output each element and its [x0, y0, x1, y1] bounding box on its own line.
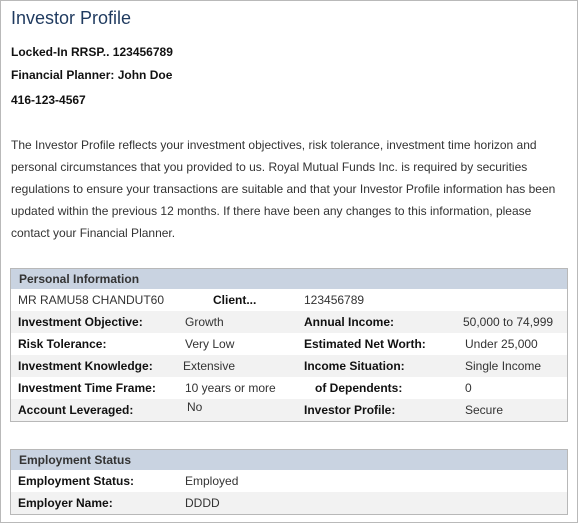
account-leveraged-label: Account Leveraged:	[18, 403, 134, 417]
employer-name-label: Employer Name:	[18, 496, 113, 510]
employer-name-value: DDDD	[185, 496, 220, 510]
dependents-value: 0	[465, 381, 472, 395]
account-line: Locked-In RRSP.. 123456789	[11, 45, 173, 59]
investor-profile-label: Investor Profile:	[304, 403, 396, 417]
investment-objective-label: Investment Objective:	[18, 315, 143, 329]
personal-information-heading: Personal Information	[11, 269, 567, 289]
table-row	[11, 492, 567, 514]
investment-knowledge-label: Investment Knowledge:	[18, 359, 153, 373]
employment-status-value: Employed	[185, 474, 239, 488]
planner-line: Financial Planner: John Doe	[11, 68, 173, 82]
intro-paragraph: The Investor Profile reflects your investment objectives, risk tolerance, investment time horizon and personal circumstances that you provided to us. Royal Mutual Funds Inc. is required by securities regulations to ensure your transactions are suitable and that your Investor Profile information has been updated within the previous 12 months. If there have been any changes to this information, please contact your Financial Planner.	[11, 138, 556, 240]
estimated-net-worth-label: Estimated Net Worth:	[304, 337, 426, 351]
client-name: MR RAMU58 CHANDUT60	[18, 293, 165, 307]
risk-tolerance-label: Risk Tolerance:	[18, 337, 107, 351]
investment-time-frame-label: Investment Time Frame:	[18, 381, 156, 395]
personal-information-panel	[10, 268, 568, 422]
investment-knowledge-value: Extensive	[183, 359, 236, 373]
client-number: 123456789	[304, 293, 365, 307]
employment-status-panel	[10, 449, 568, 515]
table-row	[11, 399, 567, 421]
risk-tolerance-value: Very Low	[185, 337, 235, 351]
planner-phone: 416-123-4567	[11, 93, 86, 107]
income-situation-label: Income Situation:	[304, 359, 405, 373]
annual-income-label: Annual Income:	[304, 315, 395, 329]
annual-income-value: 50,000 to 74,999	[463, 315, 554, 329]
page-title: Investor Profile	[11, 8, 132, 28]
dependents-label: of Dependents:	[315, 381, 403, 395]
table-row	[11, 470, 567, 492]
estimated-net-worth-value: Under 25,000	[465, 337, 538, 351]
income-situation-value: Single Income	[465, 359, 542, 373]
table-row	[11, 355, 567, 377]
account-leveraged-value: No	[187, 400, 203, 414]
investment-objective-value: Growth	[185, 315, 224, 329]
client-label: Client...	[213, 293, 257, 307]
table-row	[11, 333, 567, 355]
employment-status-label: Employment Status:	[18, 474, 135, 488]
investor-profile-value: Secure	[465, 403, 504, 417]
client-row	[11, 289, 567, 311]
table-row	[11, 377, 567, 399]
investment-time-frame-value: 10 years or more	[185, 381, 276, 395]
table-row	[11, 311, 567, 333]
employment-status-heading: Employment Status	[11, 450, 567, 470]
